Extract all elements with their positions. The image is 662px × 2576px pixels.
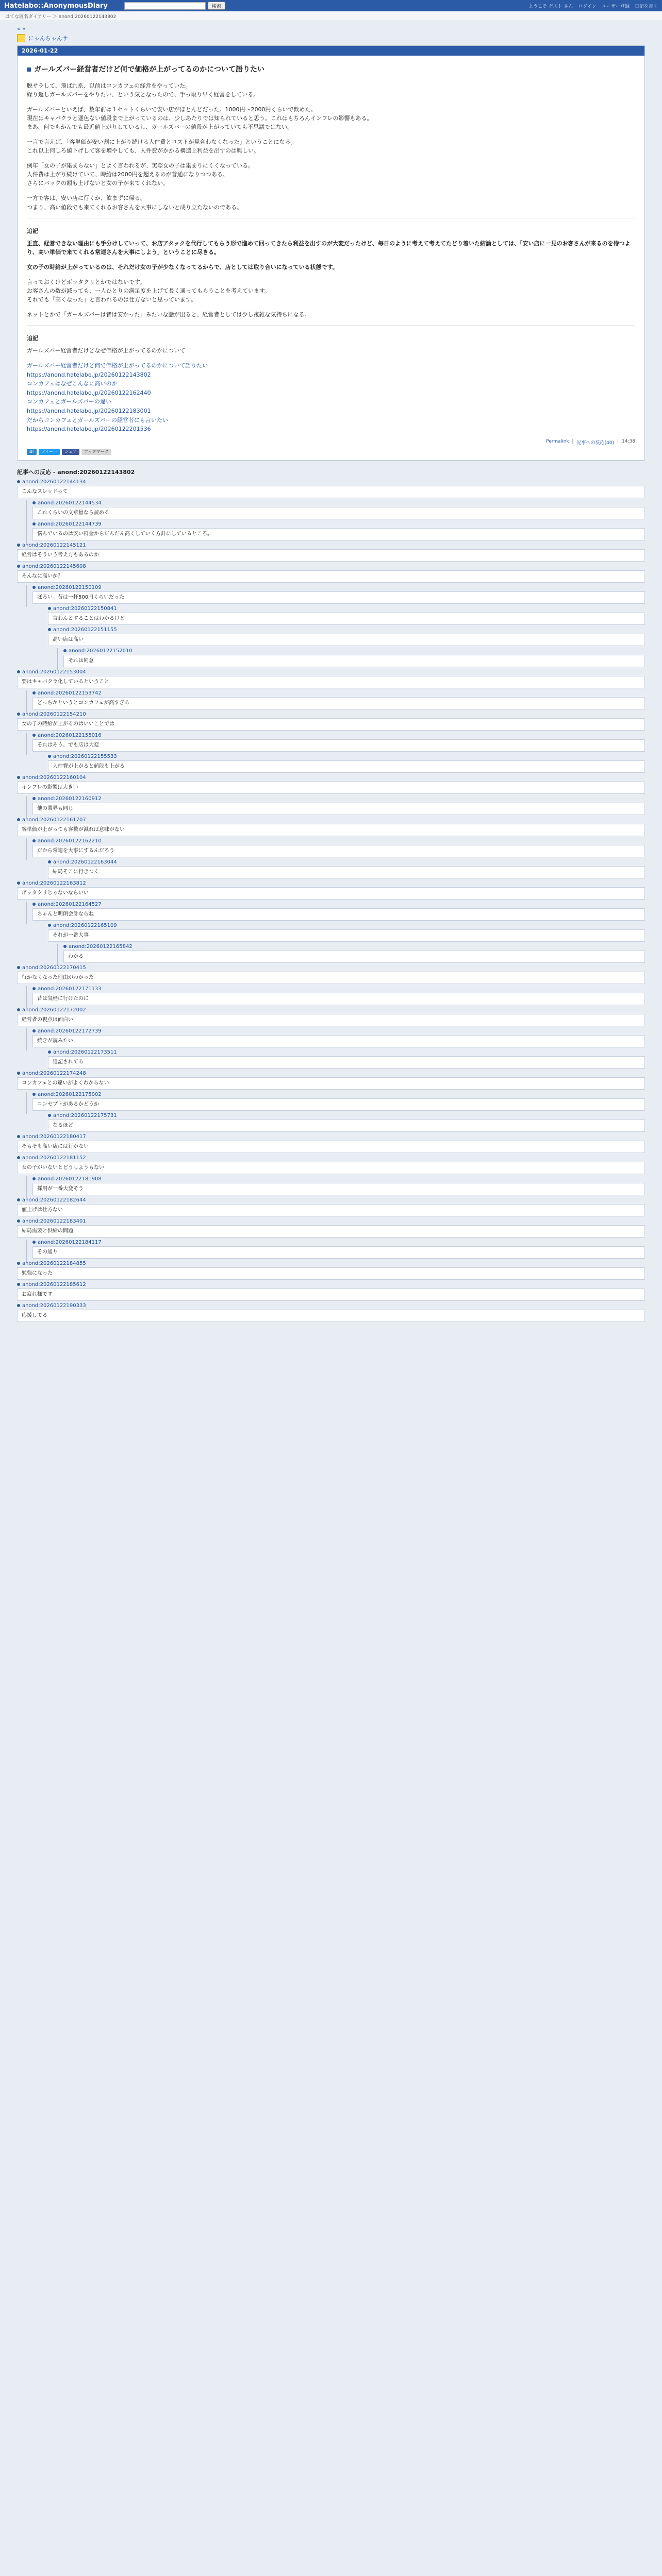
paragraph-line: 人件費は上がり続けていて、時給は2000円を超えるのが普通になりつつある。 [27,171,228,178]
bullet-icon [32,522,36,526]
bullet-icon [48,628,51,631]
title-text[interactable]: ガールズバー経営者だけど何で価格が上がってるのかについて語りたい [34,65,265,74]
comment-body: その通り [32,1246,645,1259]
comment-id-link[interactable]: anond:20260122175731 [53,1112,117,1118]
comment [32,690,645,709]
paragraph [27,105,635,131]
comment-id-link[interactable]: anond:20260122184117 [38,1239,102,1245]
comment-body: ボッタクリじゃないならいい [17,887,645,900]
paragraph-line: 脱サラして、飛ばれ系、以前はコンカフェの経営をやっていた。 [27,82,191,89]
breadcrumb [0,11,662,21]
comment-id-link[interactable]: anond:20260122151155 [53,626,117,633]
main-container [17,26,645,1322]
comment-id-link[interactable]: anond:20260122165842 [69,943,133,950]
bullet-icon [32,839,36,842]
links-intro: ガールズバー経営者だけどなぜ価格が上がってるのかについて [27,347,186,354]
paragraph-line: さらにバックの額も上げないと女の子が来てくれない。 [27,180,169,187]
comment-header [17,1134,645,1140]
paragraph [27,138,635,155]
comment-body: 結局そこに行きつく [48,866,645,878]
comment-body: お疲れ様です [17,1289,645,1301]
comment-header [32,838,645,844]
header-link-welcome: ようこそ ゲスト さん [528,4,573,9]
comment-id-link[interactable]: anond:20260122155533 [53,753,117,759]
bullet-icon [17,1008,20,1011]
bullet-icon [32,586,36,589]
comment-id-link[interactable]: anond:20260122150841 [53,605,117,612]
bullet-icon [17,1072,20,1075]
comment [32,585,645,604]
related-link-label[interactable]: ガールズバー経営者だけど何で価格が上がってるのかについて語りたい [27,362,208,369]
trackback-link[interactable]: 記事への反応(40) [576,440,615,446]
comment [17,880,645,900]
comment-header [48,859,645,865]
comment-id-link[interactable]: anond:20260122145608 [22,563,86,569]
related-link-url[interactable]: https://anond.hatelabo.jp/20260122183001 [27,407,151,414]
bullet-icon [63,945,67,948]
section-label: 追記 [27,227,38,234]
comment-id-link[interactable]: anond:20260122150109 [38,584,102,590]
bullet-icon [32,691,36,694]
comment [17,817,645,836]
comment-id-link[interactable]: anond:20260122175002 [38,1091,102,1097]
comment-header [32,733,645,738]
comment [32,521,645,540]
comment [48,754,645,773]
comment-header [17,669,645,675]
bullet-icon [32,501,36,504]
search-input[interactable] [124,2,206,10]
comment [48,923,645,942]
comment-header [17,1155,645,1161]
comment-header [17,479,645,485]
comment-id-link[interactable]: anond:20260122144534 [38,500,102,506]
comment-body: なるほど [48,1120,645,1132]
bullet-icon [17,1262,20,1265]
comment-body: 要はキャバクラ化しているということ [17,676,645,688]
comment-body: 高い店は高い [48,634,645,646]
comment-body: 人件費が上がると値段も上がる [48,760,645,773]
comment [63,648,645,667]
comment [17,1282,645,1301]
comment-id-link[interactable]: anond:20260122144739 [38,521,102,527]
paragraph-line: ネットとかで「ガールズバーは昔は安かった」みたいな話が出ると、経営者としては少し複雑な気持ちになる。 [27,311,310,318]
comment-body: コンセプトがあるかどうか [32,1098,645,1111]
paragraph-line: 一方で客は、安い店に行くか、飲まずに帰る。 [27,195,146,202]
comment-id-link[interactable]: anond:20260122170415 [22,964,86,971]
comment-body: こんなスレッドって [17,486,645,498]
paragraph-line: まあ、何でもかんでも最近値上がりしているし、ガールズバーの値段が上がっていても不思議ではない。 [27,124,293,131]
comment-id-link[interactable]: anond:20260122161707 [22,817,86,823]
comment-header [48,1049,645,1055]
bullet-icon [17,480,20,483]
bullet-icon [32,987,36,990]
comment-body: 女の子がいないとどうしようもない [17,1162,645,1174]
comment [17,543,645,562]
comment-header [17,817,645,823]
paragraph [27,278,635,304]
comment-header [32,1092,645,1097]
comments-title: 記事への反応 - anond:20260122143802 [17,468,135,476]
post-time: 14:38 [622,438,635,444]
comment-body: 追記されてる [48,1056,645,1069]
search-button[interactable]: 検索 [208,2,225,10]
paragraph [27,310,635,319]
comment-id-link[interactable]: anond:20260122160104 [22,774,86,781]
comment-header [17,1007,645,1013]
avatar [17,34,25,42]
comment-body: そもそも高い店には行かない [17,1141,645,1153]
comment [17,1007,645,1026]
comment [17,1155,645,1174]
comment-header [48,606,645,612]
paragraph-line: つまり、高い値段でも来てくれるお客さんを大事にしないと成り立たないのである。 [27,204,242,211]
comment-body: それが一番大事 [48,929,645,942]
comment-id-link[interactable]: anond:20260122171133 [38,986,102,992]
comment-id-link[interactable]: anond:20260122165109 [53,922,117,928]
comment [17,669,645,688]
comment [17,1261,645,1280]
comment-body: 経営はそういう考え方もあるのか [17,549,645,562]
comment-id-link[interactable]: anond:20260122163044 [53,859,117,865]
comment-id-link[interactable]: anond:20260122181908 [38,1176,102,1182]
bullet-icon [17,1135,20,1138]
bookmark-button[interactable]: ブックマーク [81,449,111,455]
comment-id-link[interactable]: anond:20260122152010 [69,648,133,654]
comment [32,902,645,921]
paragraph-line: お客さんの数が減っても、一人ひとりの満足度を上げて長く通ってもらうことを考えています。 [27,287,271,294]
comment-body: 悩んでいるのは安い料金からだんだん高くしていく方針にしているところ。 [32,528,645,540]
section-label: 追記 [27,334,38,342]
comment-header [17,1071,645,1076]
bullet-icon [48,755,51,758]
comment [17,1071,645,1090]
paragraph-line: 一言で言えば、「客単価が安い割に上がり続ける人件費とコストが見合わなくなった」ということになる。 [27,139,296,146]
comment-body: それはそう。でも店は大変 [32,739,645,752]
article-body [18,56,644,460]
comment-header [17,711,645,717]
author-row [17,34,645,42]
bullet-icon [48,924,51,927]
comment [32,1176,645,1195]
comment-header [17,543,645,548]
header-link-write[interactable]: 日記を書く [634,4,658,9]
comment-body: 続きが読みたい [32,1035,645,1047]
title-square-icon [27,67,31,72]
comment-id-link[interactable]: anond:20260122180417 [22,1133,86,1140]
comment-id-link[interactable]: anond:20260122190333 [22,1302,86,1309]
comment-header [17,775,645,781]
share-buttons [27,449,635,455]
comment-id-link[interactable]: anond:20260122144134 [22,479,86,485]
bullet-icon [32,734,36,737]
comment [17,1134,645,1153]
comment-header [17,880,645,886]
comment-id-link[interactable]: anond:20260122182644 [22,1197,86,1203]
comment [32,733,645,752]
comment-body: これくらいの文章量なら読める [32,507,645,519]
comment [32,838,645,857]
bullet-icon [32,903,36,906]
comment-body: 言わんとすることはわかるけど [48,613,645,625]
breadcrumb-text[interactable]: はてな匿名ダイアリー ＞ anond:20260122143802 [5,14,117,20]
comment-id-link[interactable]: anond:20260122154210 [22,711,86,717]
comment-header [48,923,645,928]
comment-body: 経営者の視点は面白い [17,1014,645,1026]
comment-id-link[interactable]: anond:20260122172739 [38,1028,102,1034]
bold-paragraphs [27,239,635,272]
comment-id-link[interactable]: anond:20260122183401 [22,1218,86,1224]
comment [48,859,645,878]
permalink[interactable]: Permalink [546,438,569,444]
comment-id-link[interactable]: anond:20260122185612 [22,1281,86,1287]
separator: | [572,438,574,444]
paragraph-line: 言っておくけどボッタクリとかではないです。 [27,278,146,285]
paragraph [27,81,635,99]
comment [32,986,645,1005]
bullet-icon [63,649,67,652]
prev-entry-link[interactable]: « [17,26,21,32]
comment-id-link[interactable]: anond:20260122181152 [22,1155,86,1161]
header-link-register[interactable]: ユーザー登録 [601,4,630,9]
article-footer [27,439,635,446]
comment-body: ちゃんと明朗会計ならね [32,908,645,921]
comment [48,606,645,625]
comment-header [32,986,645,992]
comment-header [63,648,645,654]
comment-header [63,944,645,950]
bullet-icon [17,882,20,885]
author-name[interactable]: にゃんちゃんサ [28,35,68,42]
comment [32,1028,645,1047]
bullet-icon [17,670,20,673]
comment-header [32,521,645,527]
comment-header [17,1197,645,1203]
bullet-icon [17,1219,20,1223]
bold-paragraph: 女の子の時給が上がっているのは、それだけ女の子が少なくなってるからで、店としては取り合いになっている状態です。 [27,263,338,270]
comment-body: ぼろい。昔は一杯500円くらいだった [32,591,645,604]
comment-header [32,690,645,696]
comment-body: わかる [63,951,645,963]
tweet-button[interactable]: ツイート [39,449,60,455]
comment [32,1240,645,1259]
bullet-icon [17,818,20,821]
comment-tree [17,479,645,1322]
paragraph-line: 現在はキャバクラと遜色ない値段まで上がっているのは、少しあたりでは知られていると思う。これはもちろんインフレの影響もある。 [27,115,373,122]
comment-header [32,500,645,506]
comment-id-link[interactable]: anond:20260122163812 [22,880,86,886]
comment [63,944,645,963]
comment-id-link[interactable]: anond:20260122160912 [38,795,102,802]
comment-header [17,965,645,971]
date-header: 2026-01-22 [18,46,644,56]
comment-id-link[interactable]: anond:20260122162210 [38,838,102,844]
top-header [0,0,662,11]
bullet-icon [32,1241,36,1244]
comment-header [32,1240,645,1245]
paragraph [27,194,635,211]
comment-id-link[interactable]: anond:20260122172002 [22,1007,86,1013]
comment-header [17,1218,645,1224]
site-logo[interactable]: Hatelabo::AnonymousDiary [4,2,108,10]
comment [17,1197,645,1216]
bullet-icon [32,1093,36,1096]
comment-id-link[interactable]: anond:20260122184855 [22,1260,86,1266]
comment [32,500,645,519]
bullet-icon [48,607,51,610]
comment [48,1049,645,1069]
paragraph-line: それでも「高くなった」と言われるのは仕方ないと思っています。 [27,296,197,303]
bullet-icon [32,1029,36,1032]
comment-header [32,902,645,907]
comment-header [32,796,645,802]
related-links [27,361,635,434]
comment-header [32,1176,645,1182]
comment [17,564,645,583]
comment-header [48,627,645,633]
comment-id-link[interactable]: anond:20260122174248 [22,1070,86,1076]
comment-header [32,1028,645,1034]
comment-body: そんなに高いか？ [17,570,645,583]
comment-body: 昔は気軽に行けたのに [32,993,645,1005]
bullet-icon [32,1177,36,1180]
hatebu-button[interactable]: B! [27,449,37,455]
comment [17,1218,645,1238]
comment-header [17,1261,645,1266]
comment [48,1113,645,1132]
bullet-icon [17,1304,20,1307]
comment-header [48,754,645,759]
comment-id-link[interactable]: anond:20260122153004 [22,669,86,675]
comment-header [17,1282,645,1287]
header-link-login[interactable]: ログイン [578,4,597,9]
related-link-label[interactable]: コンカフェとガールズバーの違い [27,398,111,405]
comment-body: 客単価が上がっても客数が減れば意味がない [17,824,645,836]
comment-body: 女の子の時給が上がるのはいいことでは [17,718,645,731]
comment-id-link[interactable]: anond:20260122155016 [38,732,102,738]
related-link-url[interactable]: https://anond.hatelabo.jp/20260122201536 [27,426,151,433]
article-paragraphs [27,81,635,212]
bullet-icon [48,1050,51,1054]
comment-body: 行かなくなった理由がわかった [17,972,645,984]
next-entry-link[interactable]: » [22,26,26,32]
bullet-icon [17,966,20,969]
article [17,45,645,461]
comment-header [17,564,645,569]
entry-nav [17,26,645,32]
bullet-icon [48,860,51,863]
related-link-url[interactable]: https://anond.hatelabo.jp/20260122143802 [27,371,151,378]
comment-body: 応援してる [17,1310,645,1322]
paragraph-line: これ以上何しろ値下げして客を増やしても、人件費がかかる構造上利益を出すのは難しい。 [27,147,259,155]
header-links [528,3,658,9]
comment-header [17,1303,645,1309]
comment-id-link[interactable]: anond:20260122145121 [22,542,86,548]
search-area [124,2,225,10]
comment-body: それは同意 [63,655,645,667]
comment-id-link[interactable]: anond:20260122153742 [38,690,102,696]
related-link-label[interactable]: だからコンカフェとガールズバーの経営者にも言いたい [27,416,168,423]
paragraph-line: ガールズバーといえば、数年前は１セットくらいで安い店がほとんどだった。1000円〜2000円くらいで飲めた。 [27,106,317,113]
separator: | [617,438,619,444]
bullet-icon [32,797,36,800]
comment-body: 結局需要と供給の問題 [17,1225,645,1238]
page-title[interactable] [27,64,635,74]
comment [17,711,645,731]
comment-body: 他の業界も同じ [32,803,645,815]
related-link-label[interactable]: コンカフェはなぜこんなに高いのか [27,380,118,387]
comment [48,627,645,646]
comment [17,479,645,498]
divider [27,325,635,326]
comment [17,1303,645,1322]
comment [17,965,645,984]
comment-header [48,1113,645,1118]
comment-body: コンカフェとの違いがよくわからない [17,1077,645,1090]
comment-id-link[interactable]: anond:20260122164527 [38,901,102,907]
comment-body: インフレの影響は大きい [17,782,645,794]
comment-body: 値上げは仕方ない [17,1204,645,1216]
bullet-icon [17,713,20,716]
comment-body: どっちかというとコンカフェが高すぎる [32,697,645,709]
paragraph-line: 繰り返しガールズバーをやりたい、という気となったので、手っ取り早く経営をしている。 [27,91,259,98]
comment [32,796,645,815]
comment-body: だから常連を大事にするんだろう [32,845,645,857]
paragraph-line: 例年「女の子が集まらない」とよく言われるが、実際女の子は集まりにくくなっている。 [27,162,254,170]
comment-id-link[interactable]: anond:20260122173511 [53,1049,117,1055]
bullet-icon [17,1156,20,1159]
comment [32,1092,645,1111]
comment-body: 採用が一番大変そう [32,1183,645,1195]
bullet-icon [48,1114,51,1117]
article-paragraphs-2 [27,278,635,319]
bullet-icon [17,776,20,779]
bold-paragraph: 正直、経営できない理由にも手分けしていって、お店アタックを代行してもらう形で進めて回ってきたら利益を出すのが大変だったけど、毎日のように考えて考えてたどり着いた結論としては、「安い店に一見のお客さんが来るのを待つより、高い単価で来てくれる常連さんを大事にしよう」ということに尽きる。 [27,240,631,256]
related-link-url[interactable]: https://anond.hatelabo.jp/20260122162440 [27,389,151,396]
bullet-icon [17,1283,20,1286]
share-button[interactable]: シェア [62,449,79,455]
comment [17,775,645,794]
paragraph [27,161,635,188]
bullet-icon [17,1198,20,1201]
bullet-icon [17,544,20,547]
bullet-icon [17,565,20,568]
comment-header [32,585,645,590]
comment-body: 勉強になった [17,1267,645,1280]
